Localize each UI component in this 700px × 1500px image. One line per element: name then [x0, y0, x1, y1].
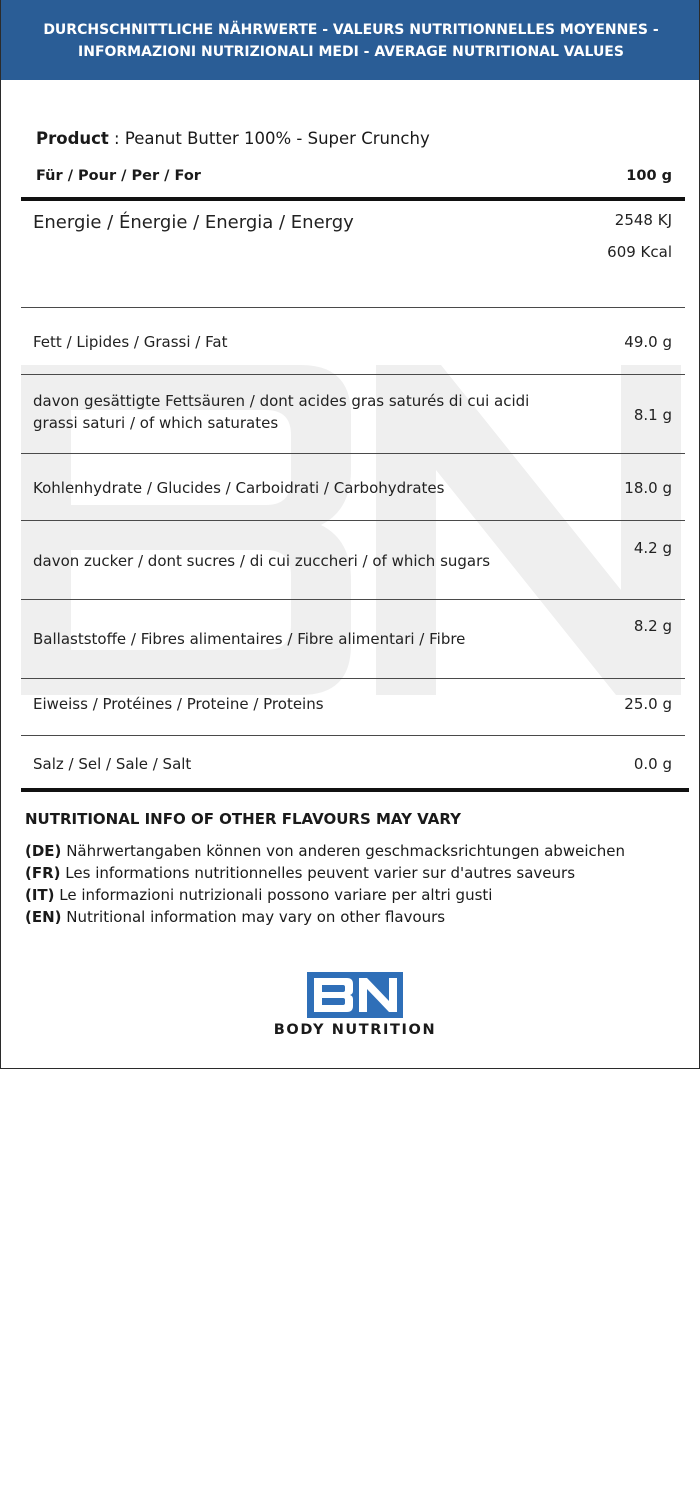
note-fr	[25, 862, 679, 884]
row-label: Eiweiss / Protéines / Proteine / Proteins	[33, 695, 324, 713]
header-line-2: INFORMAZIONI NUTRIZIONALI MEDI - AVERAGE NUTRITIONAL VALUES	[78, 44, 624, 60]
row-divider	[21, 520, 685, 521]
row-value: 0.0 g	[633, 755, 672, 773]
bn-logo-icon	[307, 972, 403, 1018]
note-code: (FR)	[25, 864, 61, 882]
row-label: Ballaststoffe / Fibres alimentaires / Fibre alimentari / Fibre	[33, 630, 466, 648]
note-code: (DE)	[25, 842, 62, 860]
note-it	[25, 884, 679, 906]
row-divider	[21, 453, 685, 454]
row-value: 4.2 g	[633, 539, 672, 557]
note-text: Les informations nutritionnelles peuvent varier sur d'autres saveurs	[60, 864, 576, 882]
row-label: Kohlenhydrate / Glucides / Carboidrati / Carbohydrates	[33, 479, 445, 497]
notes-heading: NUTRITIONAL INFO OF OTHER FLAVOURS MAY VARY	[25, 810, 461, 828]
row-value: 8.2 g	[633, 617, 672, 635]
note-en	[25, 906, 679, 928]
row-value: 25.0 g	[624, 695, 672, 713]
product-label: Product	[36, 129, 109, 148]
row-divider	[21, 599, 685, 600]
header-line-1: DURCHSCHNITTLICHE NÄHRWERTE - VALEURS NUTRITIONNELLES MOYENNES -	[43, 22, 659, 38]
per-amount: 100 g	[626, 168, 672, 184]
product-line	[36, 129, 430, 148]
table-top-rule	[21, 197, 685, 201]
note-text: Nährwertangaben können von anderen geschmacksrichtungen abweichen	[61, 842, 625, 860]
note-code: (EN)	[25, 908, 62, 926]
product-name: : Peanut Butter 100% - Super Crunchy	[108, 129, 430, 148]
row-label: Salz / Sel / Sale / Salt	[33, 755, 192, 773]
note-de	[25, 840, 679, 862]
flavour-notes	[25, 810, 679, 928]
brand-name: BODY NUTRITION	[273, 1022, 437, 1038]
note-text: Le informazioni nutrizionali possono variare per altri gusti	[54, 886, 493, 904]
note-code: (IT)	[25, 886, 55, 904]
table-bottom-rule	[21, 788, 689, 792]
row-value-kj: 2548 KJ	[614, 211, 672, 229]
per-label: Für / Pour / Per / For	[36, 168, 201, 184]
note-text: Nutritional information may vary on other flavours	[61, 908, 446, 926]
row-divider	[21, 678, 685, 679]
row-label: Fett / Lipides / Grassi / Fat	[33, 333, 228, 351]
header-banner	[1, 0, 700, 80]
row-label: davon zucker / dont sucres / di cui zuccheri / of which sugars	[33, 552, 491, 570]
row-divider	[21, 307, 685, 308]
row-value: 8.1 g	[633, 406, 672, 424]
body-nutrition-logo	[255, 972, 455, 1042]
row-value: 18.0 g	[624, 479, 672, 497]
row-label: Energie / Énergie / Energia / Energy	[33, 212, 354, 233]
row-divider	[21, 735, 685, 736]
row-value: 49.0 g	[624, 333, 672, 351]
row-divider	[21, 374, 685, 375]
row-label: davon gesättigte Fettsäuren / dont acides gras saturés di cui acidi grassi saturi / of which saturates	[33, 392, 530, 432]
per-row	[36, 168, 672, 184]
row-value-kcal: 609 Kcal	[607, 243, 672, 261]
